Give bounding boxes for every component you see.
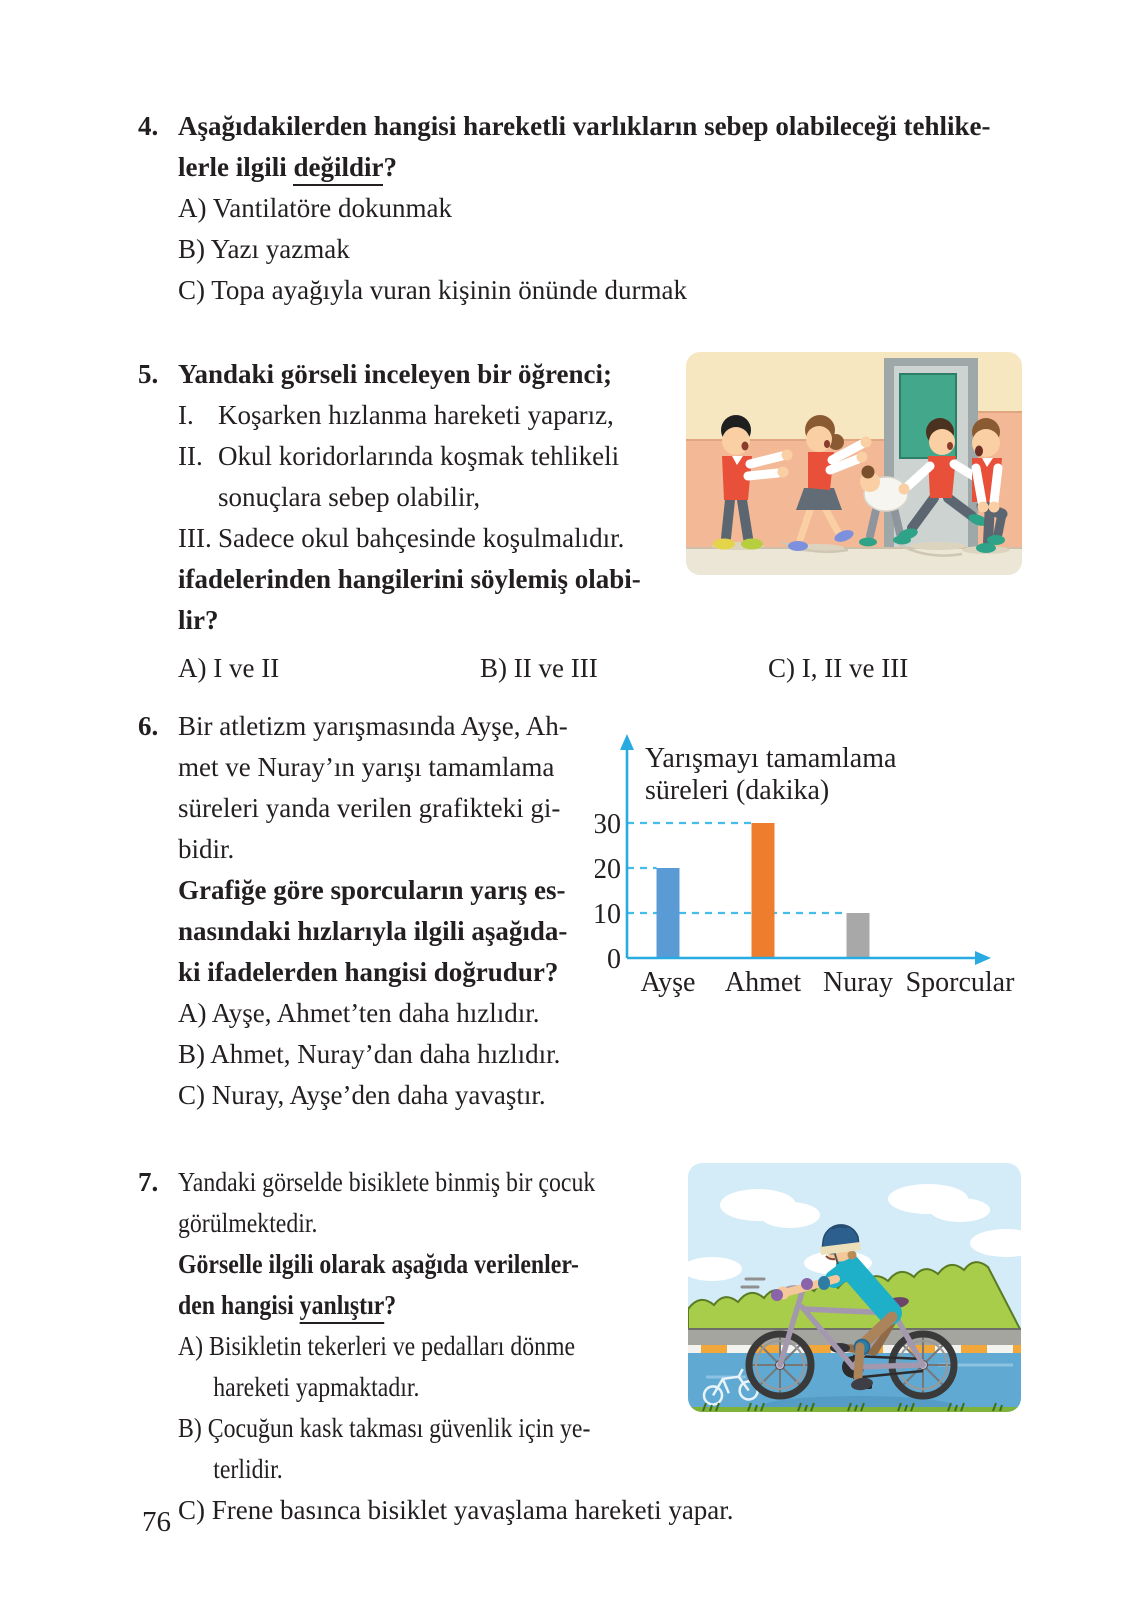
question-stem-line: görülmektedir. [178,1208,318,1238]
svg-text:0: 0 [607,944,621,975]
svg-text:10: 10 [595,899,621,930]
question-stem-line: bidir. [178,834,235,864]
list-item: III. Sadece okul bahçesinde koşulmalıdır. [178,523,625,553]
option-a: A) I ve II [178,653,280,683]
question-4 [138,106,991,311]
corridor-illustration [686,352,1022,575]
question-stem-line: Aşağıdakilerden hangisi hareketli varlıkların sebep olabileceği tehlike- [178,111,991,141]
question-stem-line: Bir atletizm yarışmasında Ayşe, Ah- [178,711,568,741]
option-c: C) Topa ayağıyla vuran kişinin önünde durmak [178,275,688,305]
question-5-options [178,648,1018,689]
svg-text:Sporcular: Sporcular [905,967,1015,998]
question-number: 6. [138,711,159,741]
option-c: C) I, II ve III [768,653,909,683]
question-5 [138,354,641,641]
bar-chart-canvas [595,712,1015,1012]
corridor-scene [686,352,1022,575]
option-b: B) II ve III [480,653,598,683]
question-stem-line: ki ifadelerden hangisi doğrudur? [178,957,559,987]
completion-times-bar-chart [595,712,1015,1012]
option-c: C) Nuray, Ayşe’den daha yavaştır. [178,1080,546,1110]
question-stem-line: süreleri yanda verilen grafikteki gi- [178,793,561,823]
question-stem-line: den hangisi yanlıştır? [178,1285,668,1326]
question-stem-line: lir? [178,605,219,635]
option-a: A) Bisikletin tekerleri ve pedalları dönme [178,1331,576,1361]
option-a-continuation: hareketi yapmaktadır. [213,1372,420,1402]
question-stem-line: Yandaki görselde bisiklete binmiş bir çocuk [178,1167,596,1197]
question-stem-line: lerle ilgili değildir? [178,147,991,188]
question-stem-line: Yandaki görseli inceleyen bir öğrenci; [178,359,612,389]
question-6 [138,706,568,1116]
svg-text:Yarışmayı tamamlama: Yarışmayı tamamlama [645,743,897,774]
option-b: B) Yazı yazmak [178,234,350,264]
question-stem-line: nasındaki hızlarıyla ilgili aşağıda- [178,916,568,946]
question-stem-line: Grafiğe göre sporcuların yarış es- [178,875,566,905]
option-b: B) Çocuğun kask takması güvenlik için ye- [178,1413,591,1443]
underlined-word: değildir [293,154,383,186]
underlined-word: yanlıştır [300,1292,385,1324]
cyclist-illustration [688,1163,1021,1412]
option-c: C) Frene basınca bisiklet yavaşlama hareketi yapar. [178,1495,734,1525]
option-b: B) Ahmet, Nuray’dan daha hızlıdır. [178,1039,561,1069]
question-stem-line: ifadelerinden hangilerini söylemiş olabi- [178,564,641,594]
question-7 [138,1162,734,1531]
list-item: sonuçlara sebep olabilir, [218,482,481,512]
question-stem-line: Görselle ilgili olarak aşağıda verilenler- [178,1249,579,1279]
cyclist-scene [688,1163,1021,1412]
option-b-continuation: terlidir. [213,1454,283,1484]
question-stem-line: met ve Nuray’ın yarışı tamamlama [178,752,555,782]
svg-text:20: 20 [595,854,621,885]
list-item: I. Koşarken hızlanma hareketi yaparız, [178,400,614,430]
svg-text:süreleri (dakika): süreleri (dakika) [645,775,830,806]
svg-text:30: 30 [595,809,621,840]
option-a: A) Vantilatöre dokunmak [178,193,452,223]
list-item: II. Okul koridorlarında koşmak tehlikeli [178,441,620,471]
option-a: A) Ayşe, Ahmet’ten daha hızlıdır. [178,998,540,1028]
question-number: 7. [138,1167,159,1197]
svg-text:Ahmet: Ahmet [724,967,802,998]
page-number: 76 [142,1506,171,1538]
question-number: 5. [138,359,159,389]
question-number: 4. [138,111,159,141]
svg-text:Nuray: Nuray [823,967,893,998]
svg-text:Ayşe: Ayşe [640,967,696,998]
